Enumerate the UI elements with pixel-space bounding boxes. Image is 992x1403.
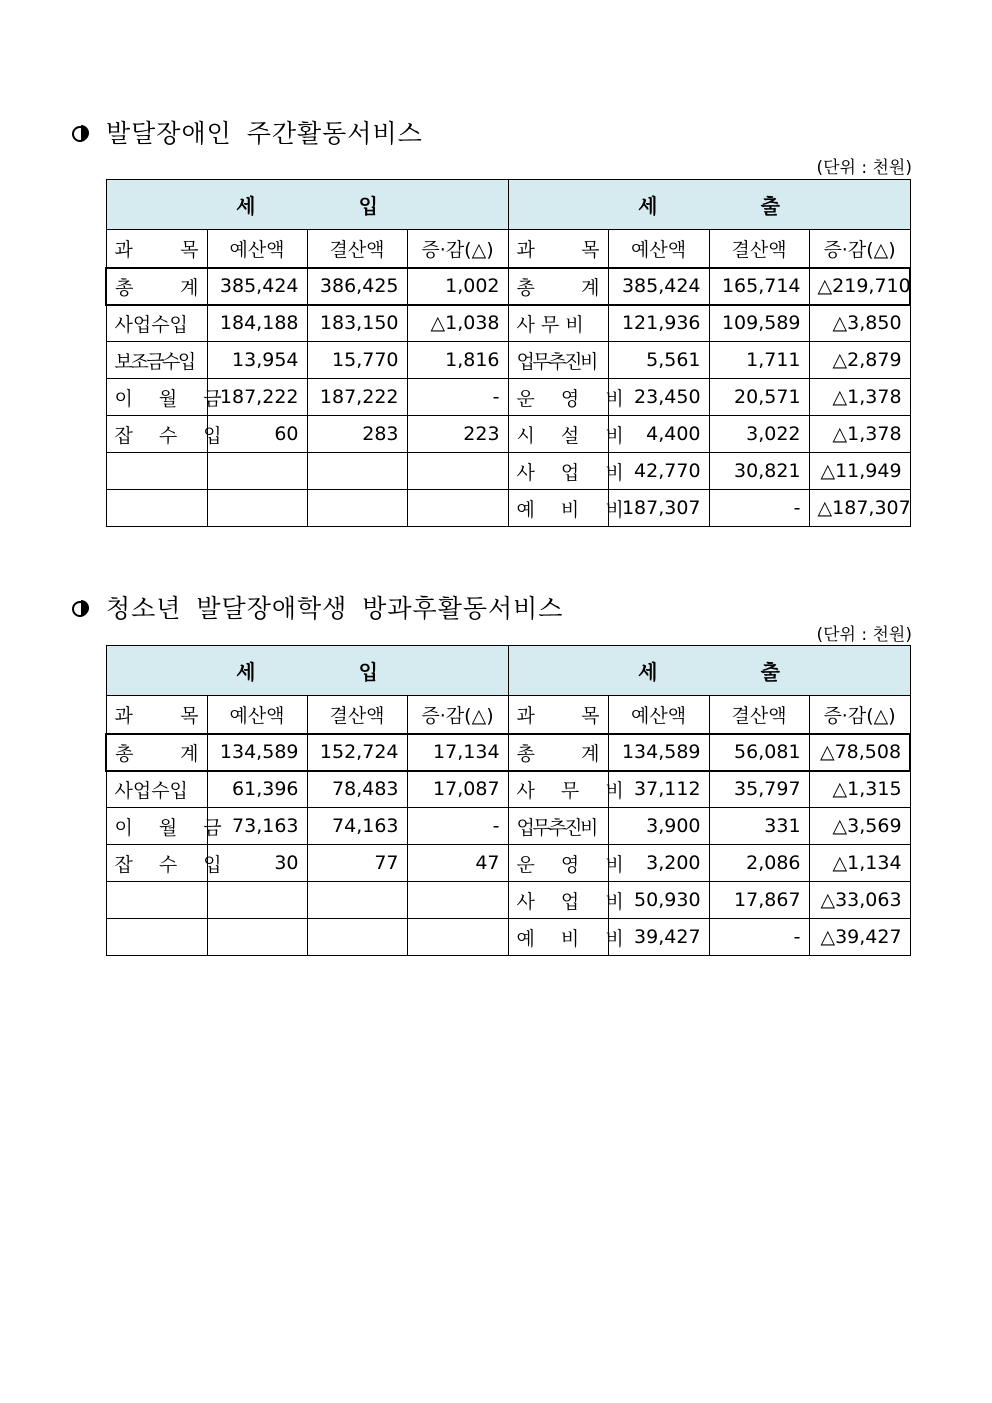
income-settled: 78,483 <box>307 771 407 808</box>
income-diff <box>407 453 508 490</box>
settled-header: 결산액 <box>709 696 809 734</box>
diff-header: 증·감(△) <box>407 696 508 734</box>
income-budget: 73,163 <box>207 808 307 845</box>
subject-header: 과 목 <box>106 230 207 268</box>
diff-header: 증·감(△) <box>809 230 910 268</box>
expense-settled: 2,086 <box>709 845 809 882</box>
income-budget: 187,222 <box>207 379 307 416</box>
settled-header: 결산액 <box>307 230 407 268</box>
income-diff <box>407 882 508 919</box>
expense-budget: 42,770 <box>608 453 709 490</box>
section-title-text: 발달장애인 주간활동서비스 <box>106 119 423 148</box>
expense-diff: △33,063 <box>809 882 910 919</box>
expense-subject: 사 무 비 <box>508 305 608 342</box>
expense-subject: 업무추진비 <box>508 808 608 845</box>
expense-budget: 4,400 <box>608 416 709 453</box>
income-budget: 134,589 <box>207 734 307 771</box>
expense-subject: 예 비 비 <box>508 490 608 527</box>
expense-settled: 30,821 <box>709 453 809 490</box>
expense-diff: △1,378 <box>809 416 910 453</box>
column-header-row <box>106 230 910 268</box>
expense-diff: △1,378 <box>809 379 910 416</box>
budget-header: 예산액 <box>608 696 709 734</box>
subject-header: 과 목 <box>106 696 207 734</box>
expense-settled: 109,589 <box>709 305 809 342</box>
expense-subject: 총 계 <box>508 268 608 305</box>
expense-settled: 3,022 <box>709 416 809 453</box>
income-settled: 15,770 <box>307 342 407 379</box>
expense-diff: △39,427 <box>809 919 910 956</box>
income-subject: 보조금수입 <box>106 342 207 379</box>
income-subject <box>106 490 207 527</box>
section-title <box>72 118 423 150</box>
expense-diff: △11,949 <box>809 453 910 490</box>
income-budget <box>207 490 307 527</box>
expense-diff: △187,307 <box>809 490 910 527</box>
expense-settled: - <box>709 490 809 527</box>
expense-budget: 121,936 <box>608 305 709 342</box>
income-diff <box>407 490 508 527</box>
half-circle-bullet-icon <box>72 601 88 617</box>
expense-budget: 5,561 <box>608 342 709 379</box>
income-subject: 사업수입 <box>106 771 207 808</box>
income-diff: 1,816 <box>407 342 508 379</box>
budget-table <box>105 645 911 956</box>
expense-settled: 331 <box>709 808 809 845</box>
income-budget: 30 <box>207 845 307 882</box>
income-subject: 사업수입 <box>106 305 207 342</box>
expense-group-header: 세 출 <box>508 646 910 696</box>
income-budget: 61,396 <box>207 771 307 808</box>
expense-group-header: 세 출 <box>508 180 910 230</box>
table-row <box>106 771 910 808</box>
expense-budget: 39,427 <box>608 919 709 956</box>
column-header-row <box>106 696 910 734</box>
income-subject: 잡 수 입 <box>106 416 207 453</box>
income-budget: 385,424 <box>207 268 307 305</box>
income-diff: △1,038 <box>407 305 508 342</box>
expense-budget: 23,450 <box>608 379 709 416</box>
income-budget <box>207 882 307 919</box>
income-settled: 386,425 <box>307 268 407 305</box>
expense-subject: 사 무 비 <box>508 771 608 808</box>
income-subject: 총 계 <box>106 268 207 305</box>
expense-subject: 총 계 <box>508 734 608 771</box>
income-group-header: 세 입 <box>106 180 508 230</box>
expense-budget: 3,200 <box>608 845 709 882</box>
section-title-text: 청소년 발달장애학생 방과후활동서비스 <box>106 594 564 623</box>
table-row-total <box>106 734 910 771</box>
income-diff: - <box>407 379 508 416</box>
income-budget: 184,188 <box>207 305 307 342</box>
budget-header: 예산액 <box>608 230 709 268</box>
income-diff: 17,087 <box>407 771 508 808</box>
expense-settled: 165,714 <box>709 268 809 305</box>
settled-header: 결산액 <box>709 230 809 268</box>
expense-settled: 1,711 <box>709 342 809 379</box>
table-row <box>106 882 910 919</box>
income-group-header: 세 입 <box>106 646 508 696</box>
expense-budget: 3,900 <box>608 808 709 845</box>
table-row <box>106 919 910 956</box>
subject-header: 과 목 <box>508 696 608 734</box>
income-settled <box>307 453 407 490</box>
expense-diff: △3,569 <box>809 808 910 845</box>
income-settled: 152,724 <box>307 734 407 771</box>
income-subject: 총 계 <box>106 734 207 771</box>
table-row <box>106 490 910 527</box>
expense-diff: △219,710 <box>809 268 910 305</box>
income-settled <box>307 882 407 919</box>
income-settled: 74,163 <box>307 808 407 845</box>
income-settled <box>307 490 407 527</box>
budget-header: 예산액 <box>207 230 307 268</box>
income-diff <box>407 919 508 956</box>
expense-settled: 56,081 <box>709 734 809 771</box>
diff-header: 증·감(△) <box>809 696 910 734</box>
income-diff: - <box>407 808 508 845</box>
income-diff: 17,134 <box>407 734 508 771</box>
expense-settled: - <box>709 919 809 956</box>
table-row <box>106 342 910 379</box>
table-row <box>106 379 910 416</box>
table-row-total <box>106 268 910 305</box>
table-row <box>106 453 910 490</box>
income-budget <box>207 919 307 956</box>
income-diff: 1,002 <box>407 268 508 305</box>
income-settled: 183,150 <box>307 305 407 342</box>
budget-header: 예산액 <box>207 696 307 734</box>
expense-diff: △1,315 <box>809 771 910 808</box>
group-header-row <box>106 180 910 230</box>
group-header-row <box>106 646 910 696</box>
expense-diff: △1,134 <box>809 845 910 882</box>
settled-header: 결산액 <box>307 696 407 734</box>
income-subject: 이 월 금 <box>106 379 207 416</box>
table-row <box>106 305 910 342</box>
income-diff: 47 <box>407 845 508 882</box>
income-subject: 이 월 금 <box>106 808 207 845</box>
income-settled: 283 <box>307 416 407 453</box>
expense-budget: 37,112 <box>608 771 709 808</box>
expense-settled: 20,571 <box>709 379 809 416</box>
expense-budget: 187,307 <box>608 490 709 527</box>
expense-subject: 예 비 비 <box>508 919 608 956</box>
expense-budget: 50,930 <box>608 882 709 919</box>
expense-diff: △3,850 <box>809 305 910 342</box>
income-subject <box>106 453 207 490</box>
expense-settled: 35,797 <box>709 771 809 808</box>
expense-subject: 운 영 비 <box>508 379 608 416</box>
expense-subject: 시 설 비 <box>508 416 608 453</box>
expense-budget: 385,424 <box>608 268 709 305</box>
income-settled: 187,222 <box>307 379 407 416</box>
income-subject <box>106 882 207 919</box>
income-subject <box>106 919 207 956</box>
income-diff: 223 <box>407 416 508 453</box>
income-settled: 77 <box>307 845 407 882</box>
diff-header: 증·감(△) <box>407 230 508 268</box>
income-budget <box>207 453 307 490</box>
expense-subject: 사 업 비 <box>508 882 608 919</box>
expense-diff: △78,508 <box>809 734 910 771</box>
income-budget: 13,954 <box>207 342 307 379</box>
income-budget: 60 <box>207 416 307 453</box>
table-row <box>106 416 910 453</box>
table-row <box>106 845 910 882</box>
expense-diff: △2,879 <box>809 342 910 379</box>
expense-subject: 사 업 비 <box>508 453 608 490</box>
table-row <box>106 808 910 845</box>
unit-label: (단위 : 천원) <box>816 625 912 645</box>
unit-label: (단위 : 천원) <box>816 158 912 178</box>
budget-table <box>105 179 911 527</box>
income-settled <box>307 919 407 956</box>
expense-settled: 17,867 <box>709 882 809 919</box>
expense-subject: 운 영 비 <box>508 845 608 882</box>
income-subject: 잡 수 입 <box>106 845 207 882</box>
expense-subject: 업무추진비 <box>508 342 608 379</box>
section-title <box>72 593 563 625</box>
subject-header: 과 목 <box>508 230 608 268</box>
half-circle-bullet-icon <box>72 126 88 142</box>
expense-budget: 134,589 <box>608 734 709 771</box>
